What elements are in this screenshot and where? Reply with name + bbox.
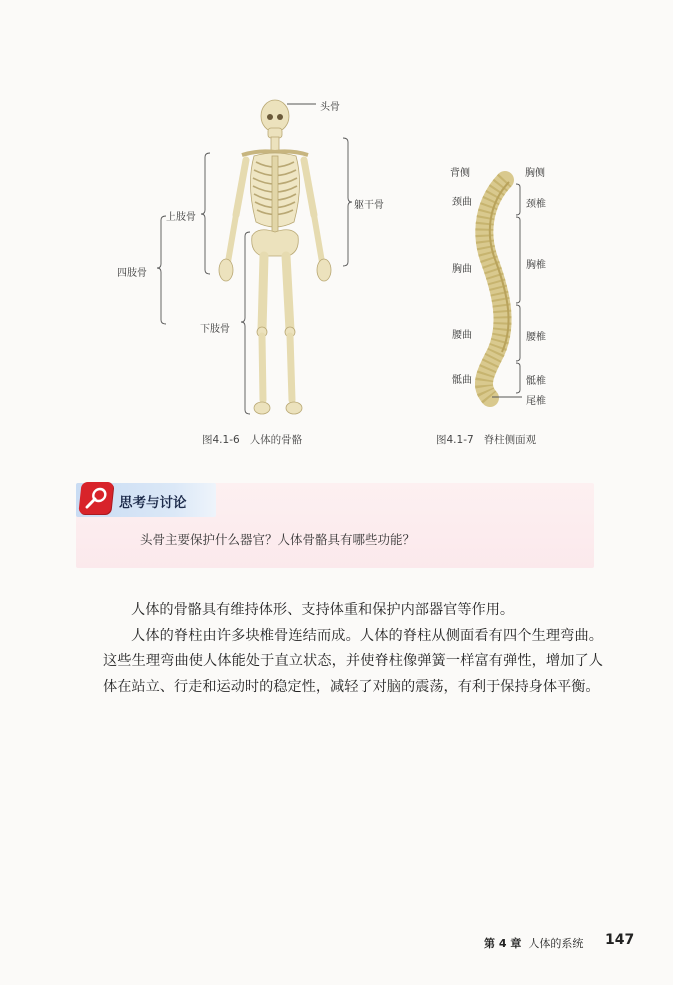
label-trunk: 躯干骨 (354, 200, 384, 211)
magnifier-icon-svg (78, 482, 113, 514)
skeleton-illustration (219, 100, 331, 414)
caption-spine-text: 脊柱侧面观 (483, 434, 537, 446)
label-upper-limb: 上肢骨 (166, 212, 196, 223)
think-discuss-question: 头骨主要保护什么器官？人体骨骼具有哪些功能？ (140, 532, 416, 547)
caption-skeleton-text: 人体的骨骼 (249, 434, 303, 446)
body-text (103, 598, 603, 700)
label-limbs: 四肢骨 (117, 268, 147, 279)
caption-skeleton-num: 图4.1-6 (202, 434, 240, 446)
footer-chapter (484, 935, 583, 951)
think-discuss-title: 思考与讨论 (119, 495, 187, 511)
caption-spine (436, 432, 536, 447)
paragraph-1: 人体的骨骼具有维持体形、支持体重和保护内部器官等作用。 (131, 602, 515, 618)
label-chest-side: 胸侧 (525, 168, 545, 179)
footer-chapter-title: 人体的系统 (528, 937, 584, 950)
label-lumbar-curve: 腰曲 (452, 330, 472, 341)
spine-illustration (484, 180, 509, 398)
caption-spine-num: 图4.1-7 (436, 434, 474, 446)
label-lumbar-vertebrae: 腰椎 (526, 332, 546, 343)
footer-chapter-number: 第 4 章 (484, 937, 522, 950)
label-lower-limb: 下肢骨 (200, 324, 230, 335)
label-sacral-curve: 骶曲 (452, 375, 472, 386)
label-sacral-vertebrae: 骶椎 (526, 376, 546, 387)
label-cervical-curve: 颈曲 (452, 197, 472, 208)
label-back-side: 背侧 (450, 168, 470, 179)
page-number: 147 (605, 932, 635, 948)
label-cervical-vertebrae: 颈椎 (526, 199, 546, 210)
label-thoracic-curve: 胸曲 (452, 264, 472, 275)
label-thoracic-vertebrae: 胸椎 (526, 260, 546, 271)
label-coccyx: 尾椎 (526, 396, 546, 407)
label-skull: 头骨 (320, 102, 340, 113)
caption-skeleton (202, 432, 302, 447)
magnifier-icon (78, 482, 113, 514)
paragraph-2: 人体的脊柱由许多块椎骨连结而成。人体的脊柱从侧面看有四个生理弯曲。这些生理弯曲使人体能处于直立状态，并使脊柱像弹簧一样富有弹性，增加了人体在站立、行走和运动时的稳定性，减轻了对脑的震荡，有利于保持身体平衡。 (103, 627, 603, 695)
